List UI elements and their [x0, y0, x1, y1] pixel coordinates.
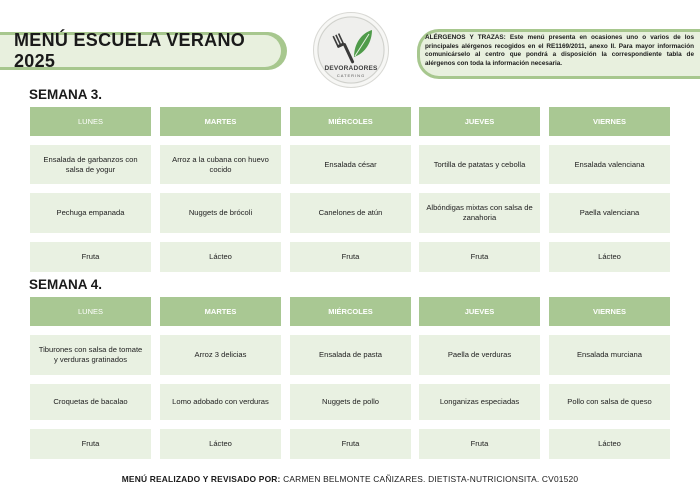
- week-heading: SEMANA 3.: [29, 87, 103, 102]
- day-header-jueves: JUEVES: [419, 297, 540, 326]
- menu-cell: Croquetas de bacalao: [30, 384, 151, 420]
- footer-label: MENÚ REALIZADO Y REVISADO POR:: [121, 474, 281, 484]
- menu-cell: Lomo adobado con verduras: [160, 384, 281, 420]
- menu-cell: Fruta: [30, 429, 151, 459]
- footer-credit: [0, 474, 700, 484]
- day-header-martes: MARTES: [160, 297, 281, 326]
- title-banner: [0, 30, 281, 71]
- day-header-jueves: JUEVES: [419, 107, 540, 136]
- day-header-lunes: LUNES: [30, 107, 151, 136]
- menu-cell: Ensalada valenciana: [549, 145, 670, 184]
- menu-cell: Pollo con salsa de queso: [549, 384, 670, 420]
- menu-cell: Lácteo: [160, 242, 281, 272]
- menu-cell: Tiburones con salsa de tomate y verduras gratinados: [30, 335, 151, 375]
- logo-name: DEVORADORES: [324, 65, 378, 72]
- menu-cell: Arroz a la cubana con huevo cocido: [160, 145, 281, 184]
- week-heading: SEMANA 4.: [29, 277, 103, 292]
- day-header-miercoles: MIÉRCOLES: [290, 107, 411, 136]
- menu-cell: Fruta: [419, 429, 540, 459]
- day-header-lunes: LUNES: [30, 297, 151, 326]
- menu-cell: Nuggets de pollo: [290, 384, 411, 420]
- footer-author: CARMEN BELMONTE CAÑIZARES. DIETISTA-NUTRICIONSITA. CV01520: [283, 474, 579, 484]
- menu-cell: Lácteo: [549, 242, 670, 272]
- menu-cell: Fruta: [30, 242, 151, 272]
- menu-cell: Nuggets de brócoli: [160, 193, 281, 233]
- allergen-notice: ALÉRGENOS Y TRAZAS: Este menú presenta en ocasiones uno o varios de los principales alérgenos recogidos en el RE1169/2011, anexo II. Para mayor información comunicárselo al centro que pondrá a disposición la correspondiente tabla de alérgenos con toda la información necesaria.: [420, 32, 700, 76]
- menu-cell: Ensalada murciana: [549, 335, 670, 375]
- menu-cell: Arroz 3 delicias: [160, 335, 281, 375]
- menu-cell: Ensalada de garbanzos con salsa de yogur: [30, 145, 151, 184]
- menu-table-week-3: [30, 107, 670, 272]
- day-header-viernes: VIERNES: [549, 107, 670, 136]
- day-header-martes: MARTES: [160, 107, 281, 136]
- day-header-miercoles: MIÉRCOLES: [290, 297, 411, 326]
- menu-cell: Lácteo: [549, 429, 670, 459]
- menu-cell: Fruta: [419, 242, 540, 272]
- day-header-viernes: VIERNES: [549, 297, 670, 326]
- menu-cell: Ensalada césar: [290, 145, 411, 184]
- menu-cell: Canelones de atún: [290, 193, 411, 233]
- logo-subtitle: CATERING: [336, 73, 366, 78]
- menu-cell: Longanizas especiadas: [419, 384, 540, 420]
- menu-cell: Paella de verduras: [419, 335, 540, 375]
- menu-table-week-4: [30, 297, 670, 459]
- menu-cell: Ensalada de pasta: [290, 335, 411, 375]
- menu-cell: Fruta: [290, 429, 411, 459]
- menu-cell: Pechuga empanada: [30, 193, 151, 233]
- menu-cell: Albóndigas mixtas con salsa de zanahoria: [419, 193, 540, 233]
- menu-cell: Tortilla de patatas y cebolla: [419, 145, 540, 184]
- menu-cell: Paella valenciana: [549, 193, 670, 233]
- page-title: MENÚ ESCUELA VERANO 2025: [14, 30, 246, 71]
- brand-logo: [313, 12, 389, 88]
- menu-cell: Fruta: [290, 242, 411, 272]
- menu-cell: Lácteo: [160, 429, 281, 459]
